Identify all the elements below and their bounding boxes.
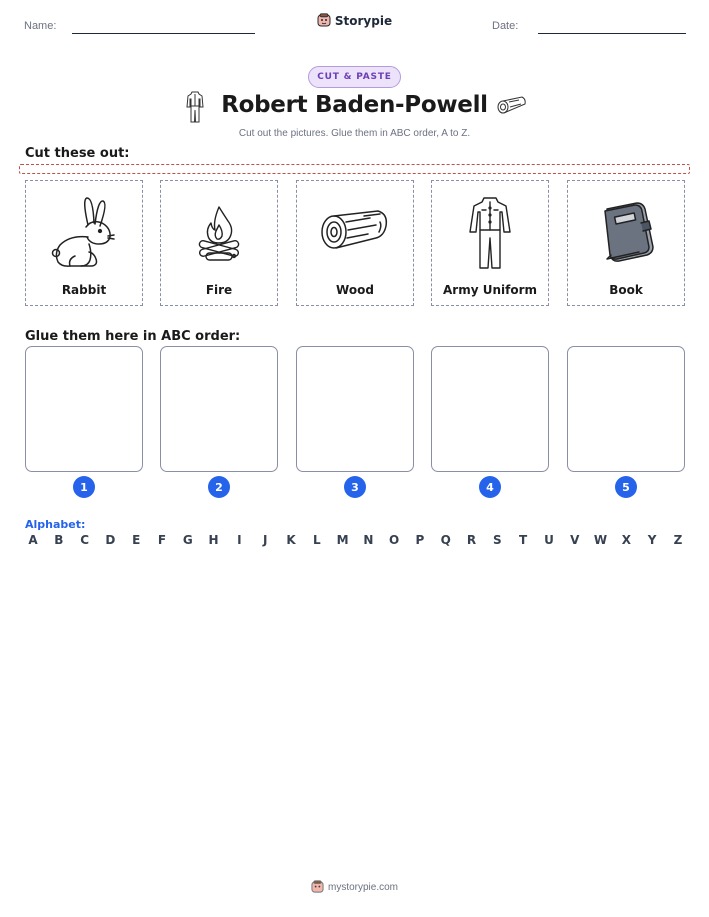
slot-number: 5: [615, 476, 637, 498]
alphabet-letter: S: [493, 533, 502, 547]
alphabet-letter: G: [182, 533, 193, 547]
glue-slot-2[interactable]: [160, 346, 278, 472]
card-label: Army Uniform: [443, 283, 537, 297]
glue-slot-1[interactable]: [25, 346, 143, 472]
name-label: Name:: [24, 20, 57, 32]
rabbit-icon: [48, 195, 120, 271]
alphabet-letter: F: [157, 533, 167, 547]
cut-paste-badge: CUT & PASTE: [308, 66, 401, 88]
slot-number: 4: [479, 476, 501, 498]
storypie-mascot-icon: [317, 13, 331, 28]
alphabet-letter: U: [544, 533, 554, 547]
alphabet-letter: L: [312, 533, 321, 547]
alphabet-letter: N: [363, 533, 374, 547]
alphabet-letter: E: [132, 533, 141, 547]
alphabet-letter: H: [208, 533, 219, 547]
alphabet-letter: W: [593, 533, 608, 547]
book-icon: [597, 201, 655, 265]
alphabet-title: Alphabet:: [25, 518, 86, 531]
storypie-mascot-icon: [311, 880, 324, 894]
footer-link[interactable]: mystorypie.com: [327, 881, 398, 893]
alphabet-letter: B: [54, 533, 64, 547]
wood-log-icon: [497, 96, 527, 114]
date-line[interactable]: [538, 33, 686, 34]
alphabet-letter: J: [262, 533, 268, 547]
alphabet-row: [25, 533, 686, 547]
name-line[interactable]: [72, 33, 255, 34]
card-label: Rabbit: [61, 283, 107, 297]
cut-section-title: Cut these out:: [25, 146, 130, 161]
cut-card-army-uniform[interactable]: [431, 180, 549, 306]
glue-section-title: Glue them here in ABC order:: [25, 329, 241, 344]
army-uniform-icon: [468, 196, 512, 270]
instructions: Cut out the pictures. Glue them in ABC order, A to Z.: [238, 128, 471, 139]
alphabet-letter: M: [336, 533, 349, 547]
alphabet-letter: P: [415, 533, 425, 547]
cut-line: [19, 164, 690, 174]
alphabet-letter: C: [80, 533, 89, 547]
brand-name: Storypie: [334, 13, 393, 28]
card-label: Fire: [205, 283, 233, 297]
alphabet-letter: A: [28, 533, 38, 547]
card-label: Book: [609, 283, 643, 297]
card-label: Wood: [336, 283, 374, 297]
alphabet-letter: Q: [440, 533, 451, 547]
cut-card-rabbit[interactable]: [25, 180, 143, 306]
page-title: Robert Baden-Powell: [221, 92, 488, 118]
alphabet-letter: I: [237, 533, 242, 547]
glue-slot-3[interactable]: [296, 346, 414, 472]
slot-number: 1: [73, 476, 95, 498]
date-label: Date:: [492, 20, 519, 32]
alphabet-letter: R: [466, 533, 477, 547]
cut-card-book[interactable]: [567, 180, 685, 306]
slot-number: 3: [344, 476, 366, 498]
alphabet-letter: V: [570, 533, 580, 547]
alphabet-letter: K: [286, 533, 296, 547]
cut-card-fire[interactable]: [160, 180, 278, 306]
brand-logo: [0, 13, 709, 28]
slot-number: 2: [208, 476, 230, 498]
glue-slot-4[interactable]: [431, 346, 549, 472]
campfire-icon: [194, 203, 244, 263]
alphabet-letter: O: [389, 533, 400, 547]
glue-slot-5[interactable]: [567, 346, 685, 472]
cut-card-wood[interactable]: [296, 180, 414, 306]
footer: [0, 880, 709, 894]
alphabet-letter: D: [105, 533, 116, 547]
alphabet-letter: Z: [673, 533, 683, 547]
alphabet-letter: X: [621, 533, 631, 547]
alphabet-letter: T: [519, 533, 528, 547]
wood-log-icon: [320, 208, 390, 258]
alphabet-letter: Y: [647, 533, 657, 547]
